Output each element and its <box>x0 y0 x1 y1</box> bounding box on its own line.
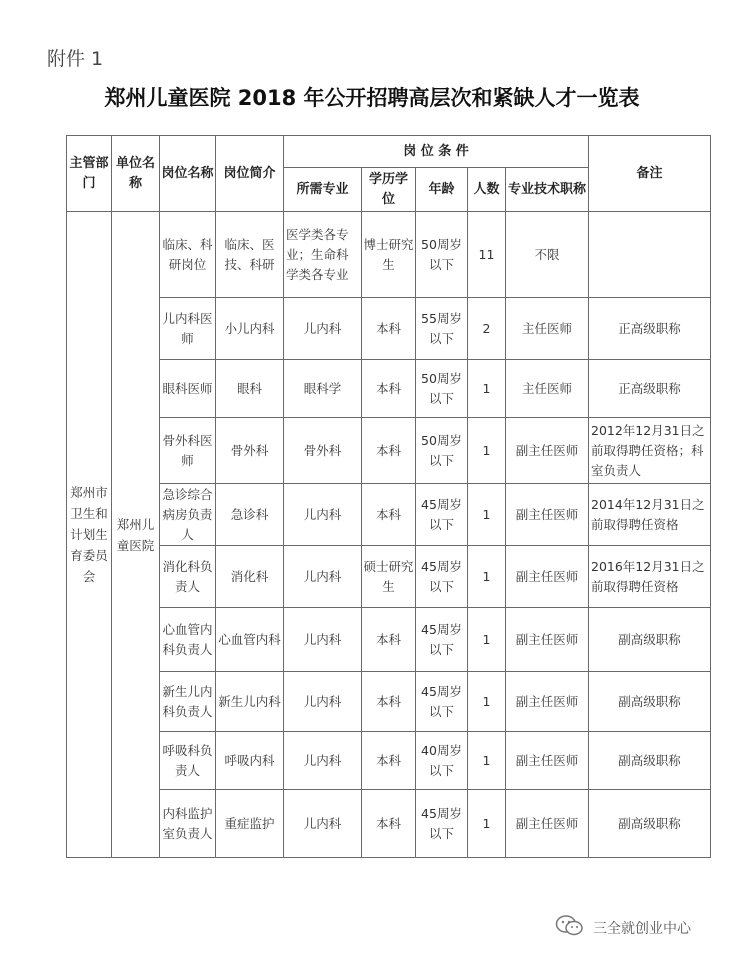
remark-cell: 2016年12月31日之前取得聘任资格 <box>589 546 711 608</box>
intro-cell: 呼吸内科 <box>216 732 284 790</box>
post-cell: 眼科医师 <box>160 360 216 418</box>
intro-cell: 眼科 <box>216 360 284 418</box>
post-cell: 内科监护室负责人 <box>160 790 216 858</box>
remark-cell: 副高级职称 <box>589 672 711 732</box>
intro-cell: 消化科 <box>216 546 284 608</box>
table-row <box>67 484 711 546</box>
age-cell: 45周岁以下 <box>416 790 468 858</box>
title-cell: 副主任医师 <box>506 484 589 546</box>
title-cell: 副主任医师 <box>506 608 589 672</box>
table-row <box>67 546 711 608</box>
edu-cell: 博士研究生 <box>362 212 416 298</box>
header-unit: 单位名称 <box>112 136 160 212</box>
major-cell: 儿内科 <box>284 732 362 790</box>
remark-cell <box>589 212 711 298</box>
edu-cell: 本科 <box>362 360 416 418</box>
watermark <box>555 915 691 941</box>
major-cell: 儿内科 <box>284 298 362 360</box>
wechat-icon <box>555 914 585 942</box>
title-cell: 不限 <box>506 212 589 298</box>
edu-cell: 本科 <box>362 672 416 732</box>
table-row <box>67 732 711 790</box>
major-cell: 儿内科 <box>284 484 362 546</box>
intro-cell: 临床、医技、科研 <box>216 212 284 298</box>
header-conditions: 岗 位 条 件 <box>284 136 589 168</box>
unit-cell: 郑州儿童医院 <box>112 212 160 858</box>
post-cell: 骨外科医师 <box>160 418 216 484</box>
title-cell: 副主任医师 <box>506 672 589 732</box>
intro-cell: 心血管内科 <box>216 608 284 672</box>
post-cell: 临床、科研岗位 <box>160 212 216 298</box>
remark-cell: 副高级职称 <box>589 608 711 672</box>
header-num: 人数 <box>468 168 506 212</box>
age-cell: 50周岁以下 <box>416 360 468 418</box>
post-cell: 心血管内科负责人 <box>160 608 216 672</box>
major-cell: 眼科学 <box>284 360 362 418</box>
title-cell: 副主任医师 <box>506 790 589 858</box>
post-cell: 儿内科医师 <box>160 298 216 360</box>
watermark-text: 三全就创业中心 <box>593 921 691 937</box>
post-cell: 呼吸科负责人 <box>160 732 216 790</box>
num-cell: 1 <box>468 484 506 546</box>
header-post: 岗位名称 <box>160 136 216 212</box>
edu-cell: 本科 <box>362 790 416 858</box>
header-edu: 学历学位 <box>362 168 416 212</box>
intro-cell: 急诊科 <box>216 484 284 546</box>
age-cell: 45周岁以下 <box>416 672 468 732</box>
remark-cell: 正高级职称 <box>589 360 711 418</box>
age-cell: 50周岁以下 <box>416 418 468 484</box>
header-intro: 岗位简介 <box>216 136 284 212</box>
num-cell: 2 <box>468 298 506 360</box>
table-row <box>67 418 711 484</box>
num-cell: 1 <box>468 546 506 608</box>
post-cell: 消化科负责人 <box>160 546 216 608</box>
num-cell: 1 <box>468 360 506 418</box>
age-cell: 45周岁以下 <box>416 608 468 672</box>
dept-cell: 郑州市卫生和计划生育委员会 <box>67 212 112 858</box>
post-cell: 新生儿内科负责人 <box>160 672 216 732</box>
edu-cell: 本科 <box>362 298 416 360</box>
intro-cell: 骨外科 <box>216 418 284 484</box>
age-cell: 55周岁以下 <box>416 298 468 360</box>
edu-cell: 硕士研究生 <box>362 546 416 608</box>
num-cell: 1 <box>468 672 506 732</box>
num-cell: 1 <box>468 732 506 790</box>
post-cell: 急诊综合病房负责人 <box>160 484 216 546</box>
title-cell: 主任医师 <box>506 360 589 418</box>
edu-cell: 本科 <box>362 608 416 672</box>
header-age: 年龄 <box>416 168 468 212</box>
title-cell: 主任医师 <box>506 298 589 360</box>
header-dept: 主管部门 <box>67 136 112 212</box>
major-cell: 儿内科 <box>284 608 362 672</box>
table-row <box>67 298 711 360</box>
title-cell: 副主任医师 <box>506 732 589 790</box>
age-cell: 45周岁以下 <box>416 484 468 546</box>
intro-cell: 小儿内科 <box>216 298 284 360</box>
major-cell: 医学类各专业；生命科学类各专业 <box>284 212 362 298</box>
header-major: 所需专业 <box>284 168 362 212</box>
remark-cell: 副高级职称 <box>589 790 711 858</box>
table-row <box>67 672 711 732</box>
table-row <box>67 212 711 298</box>
num-cell: 1 <box>468 608 506 672</box>
table-row <box>67 360 711 418</box>
title-cell: 副主任医师 <box>506 546 589 608</box>
major-cell: 儿内科 <box>284 672 362 732</box>
intro-cell: 重症监护 <box>216 790 284 858</box>
edu-cell: 本科 <box>362 484 416 546</box>
header-title: 专业技术职称 <box>506 168 589 212</box>
num-cell: 1 <box>468 418 506 484</box>
table-row <box>67 790 711 858</box>
num-cell: 11 <box>468 212 506 298</box>
intro-cell: 新生儿内科 <box>216 672 284 732</box>
attachment-label: 附件 1 <box>47 48 104 70</box>
age-cell: 45周岁以下 <box>416 546 468 608</box>
remark-cell: 副高级职称 <box>589 732 711 790</box>
recruitment-table <box>66 135 711 858</box>
remark-cell: 2012年12月31日之前取得聘任资格；科室负责人 <box>589 418 711 484</box>
major-cell: 骨外科 <box>284 418 362 484</box>
edu-cell: 本科 <box>362 732 416 790</box>
age-cell: 50周岁以下 <box>416 212 468 298</box>
header-remark: 备注 <box>589 136 711 212</box>
major-cell: 儿内科 <box>284 546 362 608</box>
title-cell: 副主任医师 <box>506 418 589 484</box>
major-cell: 儿内科 <box>284 790 362 858</box>
num-cell: 1 <box>468 790 506 858</box>
remark-cell: 正高级职称 <box>589 298 711 360</box>
table-row <box>67 608 711 672</box>
remark-cell: 2014年12月31日之前取得聘任资格 <box>589 484 711 546</box>
age-cell: 40周岁以下 <box>416 732 468 790</box>
edu-cell: 本科 <box>362 418 416 484</box>
page-title: 郑州儿童医院 2018 年公开招聘高层次和紧缺人才一览表 <box>104 86 640 110</box>
